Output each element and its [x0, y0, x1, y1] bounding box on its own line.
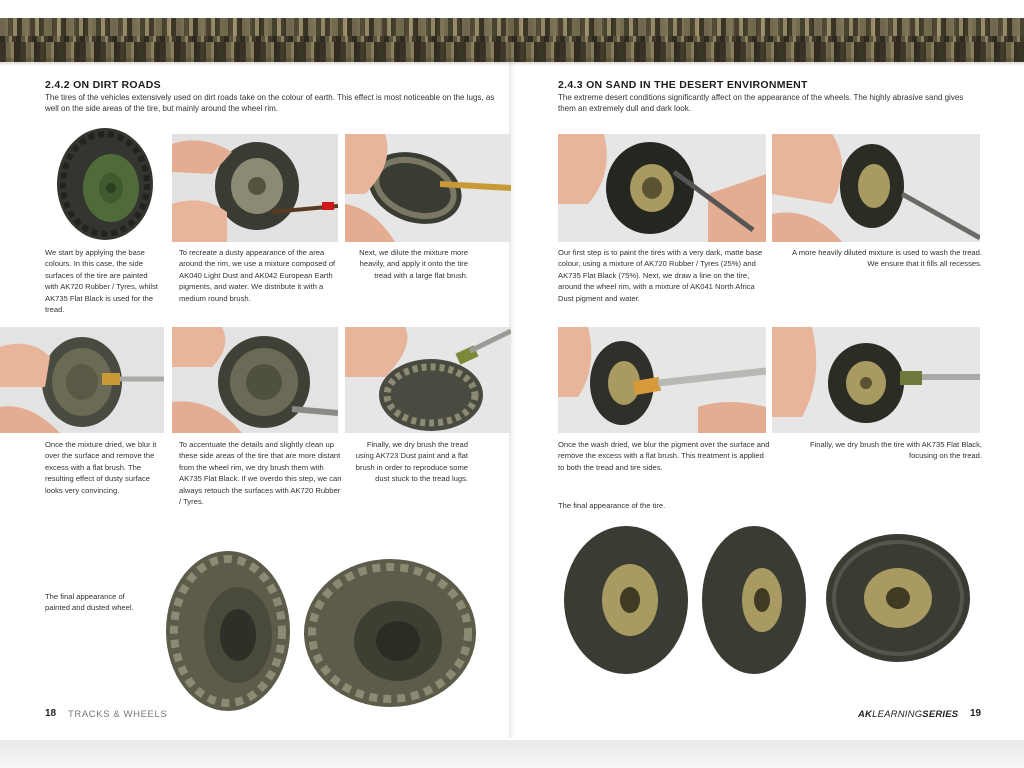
page-bottom-shadow [0, 740, 1024, 768]
caption-desert-step-1: Our first step is to paint the tires with a very dark, matte base colour, using a mixture of AK720 Rubber / Tyres (25%) and AK735 Flat Black (75%). Next, we draw a line on the tire, around the wheel rim, with a mixture of AK041 North Africa Dust pigment and water. [558, 248, 763, 303]
photo-step-5-dry-brush-sides [172, 327, 338, 433]
intro-dirt-roads: The tires of the vehicles extensively used on dirt roads take on the colour of earth. This effect is most noticeable on the lugs, as well on the side areas of the tire, but mainly around the wheel rim. [45, 93, 495, 113]
series-brand [858, 709, 958, 720]
page-number-right: 19 [970, 708, 982, 719]
photo-desert-step-3 [558, 327, 766, 433]
brand-ak: AK [858, 709, 873, 720]
intro-desert: The extreme desert conditions significantly affect on the appearance of the wheels. The highly abrasive sand gives them an extremely dull and dark look. [558, 93, 964, 113]
photo-desert-step-1 [558, 134, 766, 242]
caption-desert-step-3: Once the wash dried, we blur the pigment over the surface and remove the excess with a flat brush. This treatment is applied to both the tread and tire sides. [558, 440, 770, 472]
caption-desert-step-2: A more heavily diluted mixture is used to wash the tread. We ensure that it fills all recesses. [792, 248, 982, 269]
photo-step-2-dusty-rim [172, 134, 338, 242]
brand-series: SERIES [922, 709, 959, 720]
section-title-desert: 2.4.3 ON SAND IN THE DESERT ENVIRONMENT [558, 79, 808, 91]
caption-step-4: Once the mixture dried, we blur it over the surface and remove the excess with a flat brush. The resulting effect of dusty surface looks very convincing. [45, 440, 157, 495]
caption-step-6: Finally, we dry brush the tread using AK723 Dust paint and a flat brush in order to reproduce some dust stuck to the tread lugs. [355, 440, 468, 484]
caption-step-1: We start by applying the base colours. In this case, the side surfaces of the tire are painted with AK720 Rubber / Tyres, whilst AK735 Flat Black is used for the tread. [45, 248, 158, 315]
photo-step-4-blur-mixture [0, 327, 164, 433]
caption-step-2: To recreate a dusty appearance of the area around the rim, we use a mixture composed of AK040 Light Dust and AK042 European Earth pigments, and water. We distribute it with a medium round brush. [179, 248, 336, 303]
brand-learning: LEARNING [872, 709, 923, 720]
caption-step-5: To accentuate the details and slightly clean up these side areas of the tire that are more distant from the wheel rim, we dry brush them with AK735 Flat Black. If we overdo this step, we can always retouch the surfaces with AK720 Rubber / Tyres. [179, 440, 342, 507]
final-caption-desert: The final appearance of the tire. [558, 501, 666, 510]
photo-step-6-dry-brush-tread [345, 327, 511, 433]
photo-desert-step-4 [772, 327, 980, 433]
section-title-dirt-roads: 2.4.2 ON DIRT ROADS [45, 79, 161, 91]
photo-step-3-tread-wash [345, 134, 511, 242]
final-caption-dirt: The final appearance of painted and dusted wheel. [45, 592, 134, 613]
caption-step-3: Next, we dilute the mixture more heavily, and apply it onto the tire tread with a large flat brush. [359, 248, 468, 280]
photo-desert-step-2 [772, 134, 980, 242]
running-head-left: TRACKS & WHEELS [68, 709, 168, 720]
photo-final-dusted-wheels [150, 535, 495, 715]
photo-final-desert-tires [558, 520, 983, 685]
page-number-left: 18 [45, 708, 57, 719]
caption-desert-step-4: Finally, we dry brush the tire with AK735 Flat Black, focusing on the tread. [809, 440, 982, 461]
photo-step-1-base-colours [45, 122, 163, 240]
